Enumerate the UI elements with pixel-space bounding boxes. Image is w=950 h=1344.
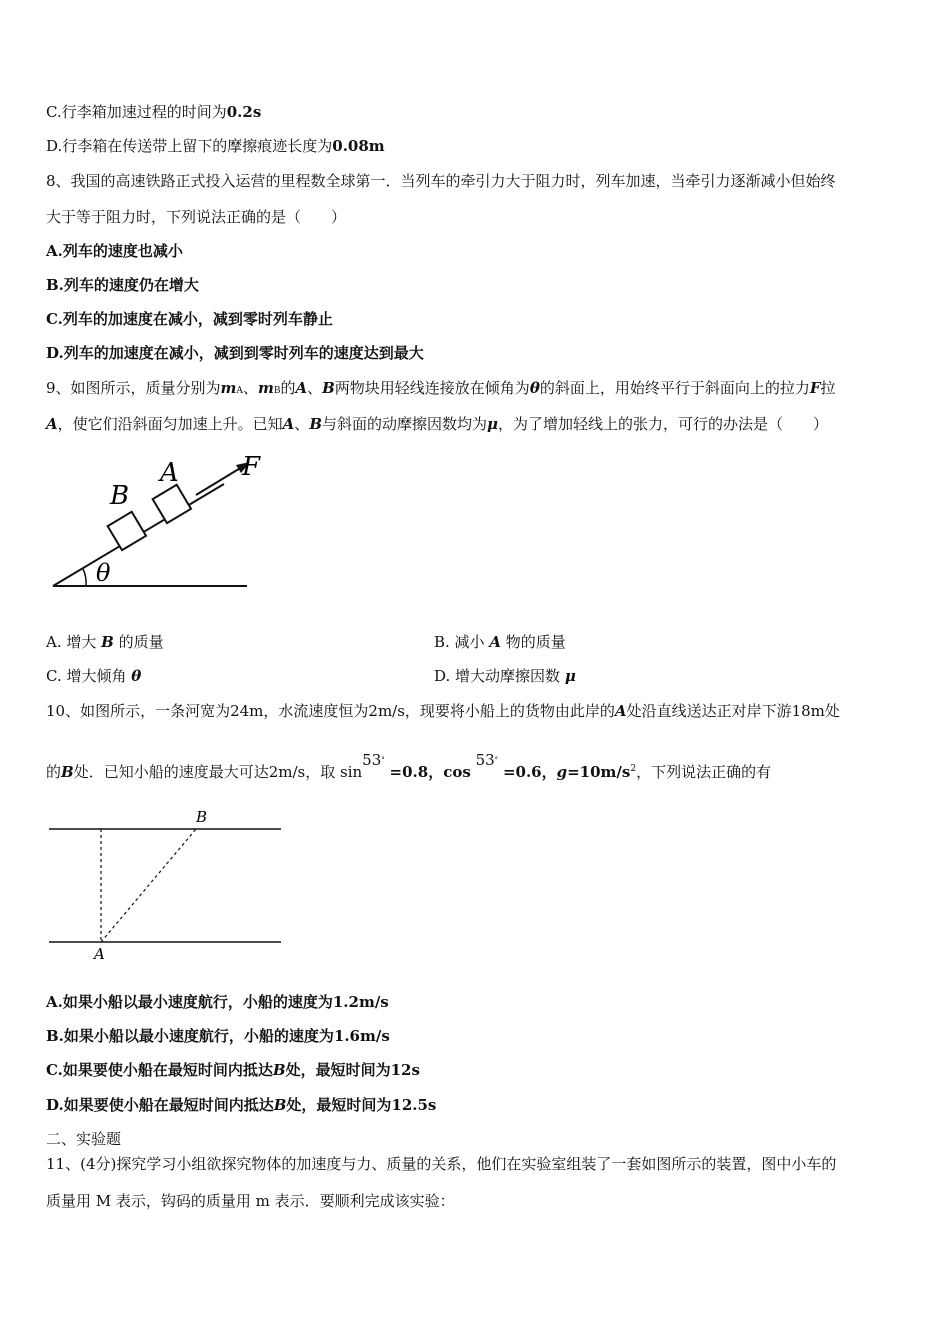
q10-option-b: B.如果小船以最小速度航行，小船的速度为1.6m/s — [46, 1027, 390, 1045]
q8-stem-line1: 8、我国的高速铁路正式投入运营的里程数全球第一．当列车的牵引力大于阻力时，列车加速，当牵引力逐渐减小但始终 — [46, 172, 836, 190]
q10-option-d: D.如果要使小船在最短时间内抵达B处，最短时间为12.5s — [46, 1096, 437, 1114]
q11-stem-line2: 质量用 M 表示，钩码的质量用 m 表示．要顺利完成该实验： — [46, 1192, 455, 1210]
river-label-b: B — [196, 808, 208, 826]
q9-option-c: C. 增大倾角 θ — [46, 667, 142, 685]
q10-stem-line1: 10、如图所示，一条河宽为24m，水流速度恒为2m/s，现要将小船上的货物由此岸的A处沿直线送达正对岸下游18m处 — [46, 702, 840, 720]
q8-option-c: C.列车的加速度在减小，减到零时列车静止 — [46, 310, 333, 328]
q9-stem-line1: 9、如图所示，质量分别为mA、mB的A、B两物块用轻线连接放在倾角为θ的斜面上，用始终平行于斜面向上的拉力F拉 — [46, 379, 836, 397]
q9-option-b: B. 减小 A 物的质量 — [434, 633, 566, 651]
q7-option-d: D.行李箱在传送带上留下的摩擦痕迹长度为0.08m — [46, 137, 385, 155]
figure-label-a: A — [160, 458, 179, 488]
figure-label-b: B — [110, 481, 130, 511]
q11-stem-line1: 11、(4分)探究学习小组欲探究物体的加速度与力、质量的关系，他们在实验室组装了一套如图所示的装置，图中小车的 — [46, 1155, 837, 1173]
q10-option-c: C.如果要使小船在最短时间内抵达B处，最短时间为12s — [46, 1061, 420, 1079]
q9-stem-line2: A，使它们沿斜面匀加速上升。已知A、B与斜面的动摩擦因数均为μ，为了增加轻线上的张力，可行的办法是（ ） — [46, 415, 829, 433]
q8-option-b: B.列车的速度仍在增大 — [46, 276, 199, 294]
figure-label-f: F — [242, 452, 261, 482]
q10-option-a: A.如果小船以最小速度航行，小船的速度为1.2m/s — [46, 993, 389, 1011]
q7-option-c: C.行李箱加速过程的时间为0.2s — [46, 103, 262, 121]
section-title: 二、实验题 — [46, 1130, 122, 1148]
q8-stem-line2: 大于等于阻力时，下列说法正确的是（ ） — [46, 208, 347, 226]
river-figure — [46, 804, 286, 964]
q9-option-a: A. 增大 B 的质量 — [46, 633, 164, 651]
q8-option-d: D.列车的加速度在减小，减到到零时列车的速度达到最大 — [46, 344, 424, 362]
q9-option-d: D. 增大动摩擦因数 μ — [434, 667, 576, 685]
q10-stem-line2: 的B处．已知小船的速度最大可达2m/s，取 sin53° =0.8，cos 53° =0.6，$g=10m/s^2$，下列说法正确的有 — [46, 751, 772, 781]
q8-option-a: A.列车的速度也减小 — [46, 242, 183, 260]
figure-label-theta: θ — [96, 559, 111, 587]
incline-figure — [46, 448, 276, 598]
river-label-a: A — [94, 945, 105, 963]
